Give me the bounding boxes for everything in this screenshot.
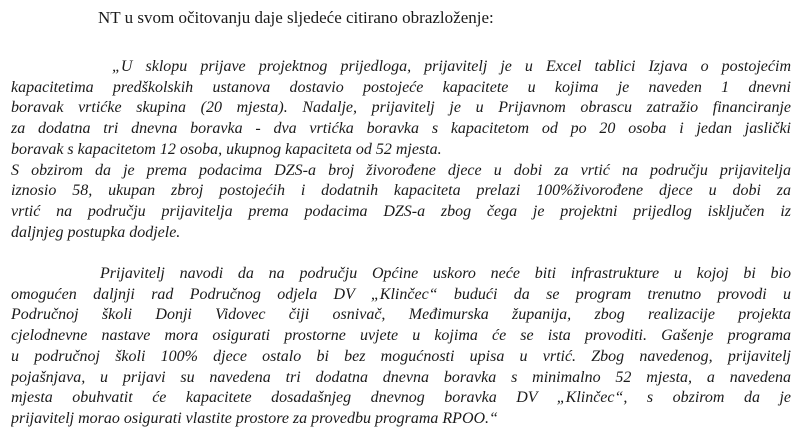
text-line: boravak s kapacitetom 12 osoba, ukupnog kapaciteta od 52 mjesta. bbox=[11, 140, 442, 158]
text-line: cjelodnevne nastave mora osigurati prostorne uvjete u kojima će se ista provoditi. Gašenje programa bbox=[11, 327, 791, 345]
text-line: kapacitetima predškolskih ustanova dostavio postojeće kapacitete u kojima je naveden 1 dnevni bbox=[11, 78, 791, 96]
quoted-paragraph-1 bbox=[11, 57, 791, 243]
text-line: iznosio 58, ukupan zbroj postojećih i dodatnih kapaciteta prelazi 100%živorođene djece u dobi za bbox=[11, 182, 791, 200]
text-line: omogućen daljnji rad Područnog odjela DV „Klinčec“ budući da se program trenutno provodi u bbox=[11, 285, 791, 303]
quoted-paragraph-2 bbox=[11, 264, 791, 430]
text-line: prijavitelj morao osigurati vlastite prostore za provedbu programa RPOO.“ bbox=[11, 409, 498, 427]
text-line: S obzirom da je prema podacima DZS-a broj živorođene djece u dobi za vrtić na području prijavitelja bbox=[11, 161, 791, 179]
text-line: pojašnjava, u prijavi su navedena tri dodatna dnevna boravka s minimalno 52 mjesta, a navedena bbox=[11, 368, 791, 386]
text-line: Područnoj školi Donji Vidovec čiji osnivač, Međimurska županija, zbog realizacije projekta bbox=[11, 306, 791, 324]
text-line: daljnjeg postupka dodjele. bbox=[11, 223, 181, 241]
intro-line: NT u svom očitovanju daje sljedeće citirano obrazloženje: bbox=[98, 8, 494, 27]
text-line: mjesta obuhvatit će kapacitete dosadašnjeg dnevnog boravka DV „Klinčec“, s obzirom da je bbox=[11, 389, 791, 407]
text-line: vrtić na području prijavitelja prema podacima DZS-a zbog čega je projektni prijedlog isključen iz bbox=[11, 202, 791, 220]
text-line: „U sklopu prijave projektnog prijedloga, prijavitelj je u Excel tablici Izjava o postojećim bbox=[112, 58, 791, 75]
text-line: Prijavitelj navodi da na području Općine uskoro neće biti infrastrukture u kojoj bi bio bbox=[100, 265, 791, 282]
text-line: boravak vrtićke skupina (20 mjesta). Nadalje, prijavitelj je u Prijavnom obrascu zatražio financiranje bbox=[11, 99, 791, 117]
text-line: u područnoj školi 100% djece ostalo bi bez mogućnosti upisa u vrtić. Zbog navedenog, prijavitelj bbox=[11, 347, 791, 365]
text-line: za dodatna tri dnevna boravka - dva vrtićka boravka s kapacitetom od po 20 osoba i jedan jaslički bbox=[11, 120, 791, 138]
